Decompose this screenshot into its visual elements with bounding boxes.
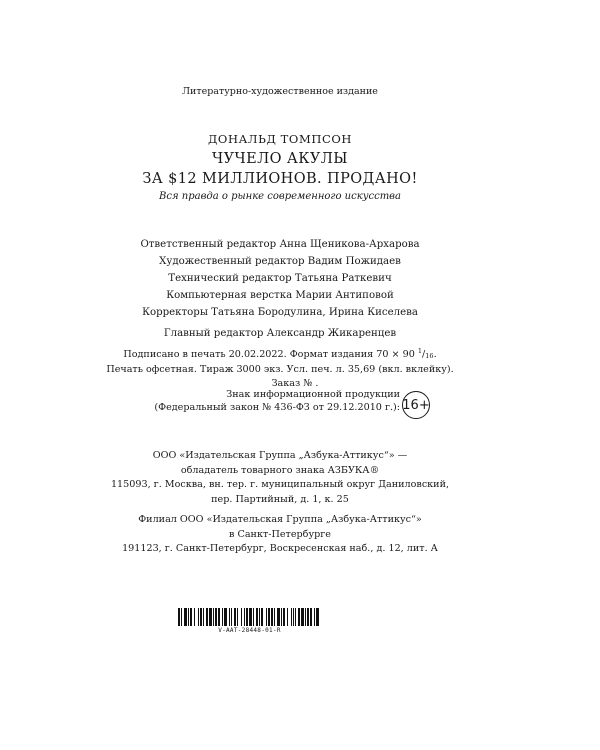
publisher-line-7: 191123, г. Санкт-Петербург, Воскресенская наб., д. 12, лит. А bbox=[122, 543, 438, 554]
barcode-bar bbox=[319, 608, 321, 626]
art-editor: Художественный редактор Вадим Пожидаев bbox=[159, 256, 401, 267]
fraction-suffix: . bbox=[433, 349, 437, 360]
author-name: ДОНАЛЬД ТОМПСОН bbox=[207, 132, 353, 146]
print-details bbox=[0, 344, 560, 391]
publisher-line-3: 115093, г. Москва, вн. тер. г. муниципальный округ Даниловский, bbox=[110, 479, 450, 490]
publisher-line-2: обладатель товарного знака АЗБУКА® bbox=[180, 464, 380, 476]
age-rating-badge: 16+ bbox=[402, 391, 430, 419]
genre-label: Литературно-художественное издание bbox=[182, 86, 378, 97]
info-sign-line-1: Знак информационной продукции bbox=[226, 389, 400, 400]
order-number: Заказ № . bbox=[271, 378, 319, 389]
staff-credits bbox=[0, 236, 560, 342]
print-line: Печать офсетная. Тираж 3000 экз. Усл. печ. л. 35,69 (вкл. вклейку). bbox=[106, 364, 454, 375]
technical-editor: Технический редактор Татьяна Раткевич bbox=[168, 273, 392, 284]
layout-credit: Компьютерная верстка Марии Антиповой bbox=[166, 290, 394, 301]
chief-editor: Главный редактор Александр Жикаренцев bbox=[163, 328, 397, 339]
publisher-line-6: в Санкт-Петербурге bbox=[229, 528, 331, 540]
info-sign-line-2: (Федеральный закон № 436-ФЗ от 29.12.2010 г.): bbox=[154, 402, 400, 413]
publisher-line-4: пер. Партийный, д. 1, к. 25 bbox=[211, 493, 349, 505]
format-fraction: $^1/_{16}$ bbox=[417, 347, 434, 360]
proofreaders: Корректоры Татьяна Бородулина, Ирина Киселева bbox=[142, 307, 418, 318]
fraction-denominator: 16 bbox=[425, 352, 434, 360]
signed-line bbox=[0, 344, 560, 363]
info-sign-text bbox=[140, 388, 400, 414]
barcode bbox=[178, 608, 321, 626]
signed-text: Подписано в печать 20.02.2022. Формат издания 70 × 90 bbox=[123, 349, 415, 360]
book-title-line-1: ЧУЧЕЛО АКУЛЫ bbox=[212, 151, 348, 167]
responsible-editor: Ответственный редактор Анна Щеникова-Архарова bbox=[140, 239, 420, 250]
publisher-info bbox=[0, 449, 560, 557]
book-subtitle: Вся правда о рынке современного искусства bbox=[159, 191, 401, 202]
publisher-line-1: ООО «Издательская Группа „Азбука-Аттикус“» — bbox=[152, 450, 408, 461]
book-title-line-2: ЗА $12 МИЛЛИОНОВ. ПРОДАНО! bbox=[142, 171, 418, 187]
barcode-number: V-AAT-28448-01-R bbox=[218, 627, 281, 634]
publisher-line-5: Филиал ООО «Издательская Группа „Азбука-Аттикус“» bbox=[138, 514, 422, 525]
fraction-numerator: 1 bbox=[417, 347, 423, 355]
